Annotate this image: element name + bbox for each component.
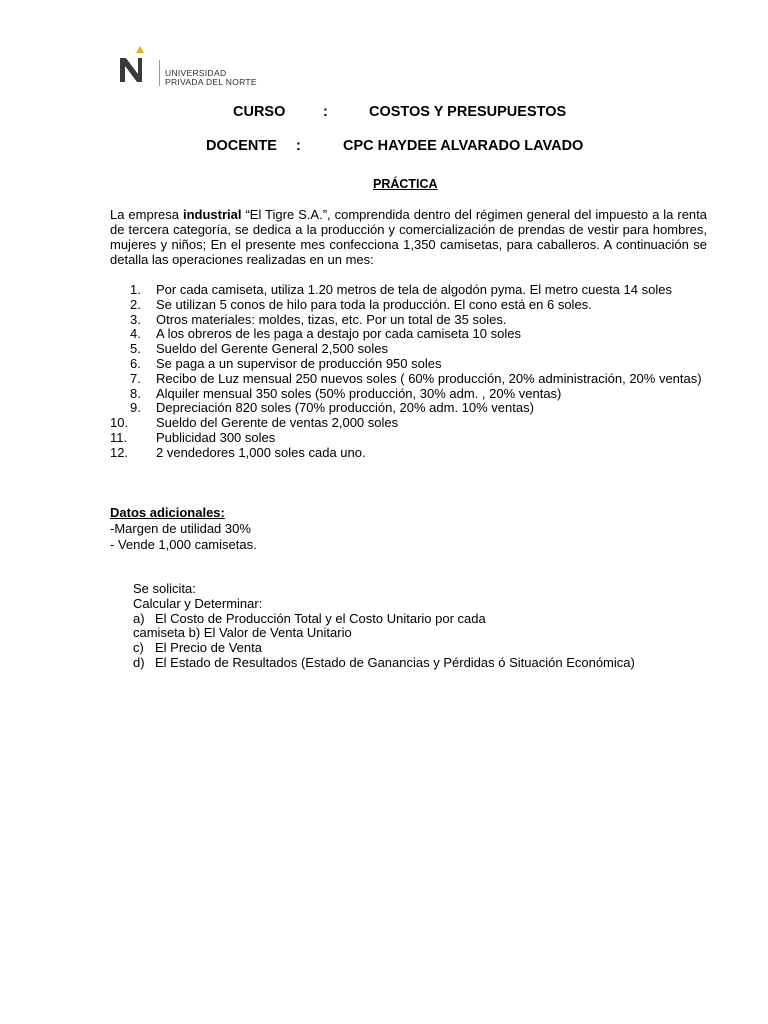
practice-title: PRÁCTICA xyxy=(373,177,438,191)
operation-text: Sueldo del Gerente General 2,500 soles xyxy=(156,341,388,357)
request-line: Se solicita: xyxy=(133,581,196,596)
logo-text-line1: UNIVERSIDAD xyxy=(165,68,227,78)
operation-item xyxy=(110,283,707,298)
university-logo xyxy=(118,44,288,88)
course-label: CURSO xyxy=(233,104,286,120)
request-line: Calcular y Determinar: xyxy=(133,595,263,611)
operation-text: Depreciación 820 soles (70% producción, 20% adm. 10% ventas) xyxy=(156,400,534,416)
operation-text: Alquiler mensual 350 soles (50% producción, 30% adm. , 20% ventas) xyxy=(156,385,562,401)
operation-item xyxy=(110,342,707,357)
operation-text: Otros materiales: moldes, tizas, etc. Por un total de 35 soles. xyxy=(156,311,507,327)
request-label: c) xyxy=(133,640,144,656)
teacher-colon: : xyxy=(296,138,301,154)
operation-text: Sueldo del Gerente de ventas 2,000 soles xyxy=(156,415,399,431)
request-item-c xyxy=(133,641,733,656)
operation-number: 11. xyxy=(110,429,128,445)
request-text: El Costo de Producción Total y el Costo Unitario por cada xyxy=(155,610,486,626)
teacher-value: CPC HAYDEE ALVARADO LAVADO xyxy=(343,138,584,154)
upn-logo-icon xyxy=(118,44,154,84)
operation-item xyxy=(110,416,707,431)
operation-text: Se paga a un supervisor de producción 950 soles xyxy=(156,355,442,371)
additional-data-heading: Datos adicionales: xyxy=(110,505,225,520)
operation-number: 3. xyxy=(130,311,141,327)
teacher-label: DOCENTE xyxy=(206,138,277,154)
operation-item xyxy=(110,298,707,313)
request-text: El Estado de Resultados (Estado de Ganancias y Pérdidas ó Situación Económica) xyxy=(155,654,635,670)
request-item-d xyxy=(133,656,733,671)
intro-after: “El Tigre S.A.”, comprendida dentro del régimen general del impuesto a la renta de tercera categoría, se dedica a la producción y comercialización de prendas de vestir para hombres, mujeres y niños; En el presente mes confecciona 1,350 camisetas, para caballeros. A continuación se detalla las operaciones realizadas en un mes: xyxy=(110,207,708,267)
operation-item xyxy=(110,313,707,328)
operation-number: 1. xyxy=(130,282,141,297)
operation-item xyxy=(110,327,707,342)
operation-number: 9. xyxy=(130,400,141,416)
operation-number: 7. xyxy=(130,370,141,386)
intro-paragraph xyxy=(110,207,707,267)
operations-list xyxy=(110,283,707,461)
intro-bold: industrial xyxy=(182,207,242,222)
operation-text: Publicidad 300 soles xyxy=(156,429,276,445)
request-section xyxy=(133,582,733,671)
operation-item xyxy=(110,387,707,402)
operation-number: 10. xyxy=(110,415,129,431)
operation-number: 2. xyxy=(130,296,141,312)
additional-data-line: -Margen de utilidad 30% xyxy=(110,521,251,536)
course-colon: : xyxy=(323,104,328,120)
request-item-b: camiseta b) El Valor de Venta Unitario xyxy=(133,625,352,641)
request-label: d) xyxy=(133,654,145,670)
operation-text: Se utilizan 5 conos de hilo para toda la producción. El cono está en 6 soles. xyxy=(156,296,592,312)
operation-text: A los obreros de les paga a destajo por cada camiseta 10 soles xyxy=(156,326,521,342)
operation-item xyxy=(110,372,707,387)
logo-divider xyxy=(159,60,160,86)
operation-number: 12. xyxy=(110,444,129,460)
course-value: COSTOS Y PRESUPUESTOS xyxy=(369,104,567,120)
operation-number: 5. xyxy=(130,341,141,357)
operation-item xyxy=(110,446,707,461)
operation-text: Recibo de Luz mensual 250 nuevos soles ( 60% producción, 20% administración, 20% ventas) xyxy=(156,370,702,386)
operation-item xyxy=(110,401,707,416)
logo-text-line2: PRIVADA DEL NORTE xyxy=(165,77,257,87)
intro-before: La empresa xyxy=(110,207,183,222)
request-label: a) xyxy=(133,610,145,626)
operation-number: 4. xyxy=(130,326,141,342)
operation-number: 6. xyxy=(130,355,141,371)
request-item-a xyxy=(133,612,733,627)
operation-item xyxy=(110,431,707,446)
operation-text: 2 vendedores 1,000 soles cada uno. xyxy=(156,444,366,460)
request-text: El Precio de Venta xyxy=(155,640,262,656)
operation-item xyxy=(110,357,707,372)
operation-text: Por cada camiseta, utiliza 1.20 metros de tela de algodón pyma. El metro cuesta 14 soles xyxy=(156,282,672,297)
additional-data-line: - Vende 1,000 camisetas. xyxy=(110,537,257,552)
operation-number: 8. xyxy=(130,385,141,401)
